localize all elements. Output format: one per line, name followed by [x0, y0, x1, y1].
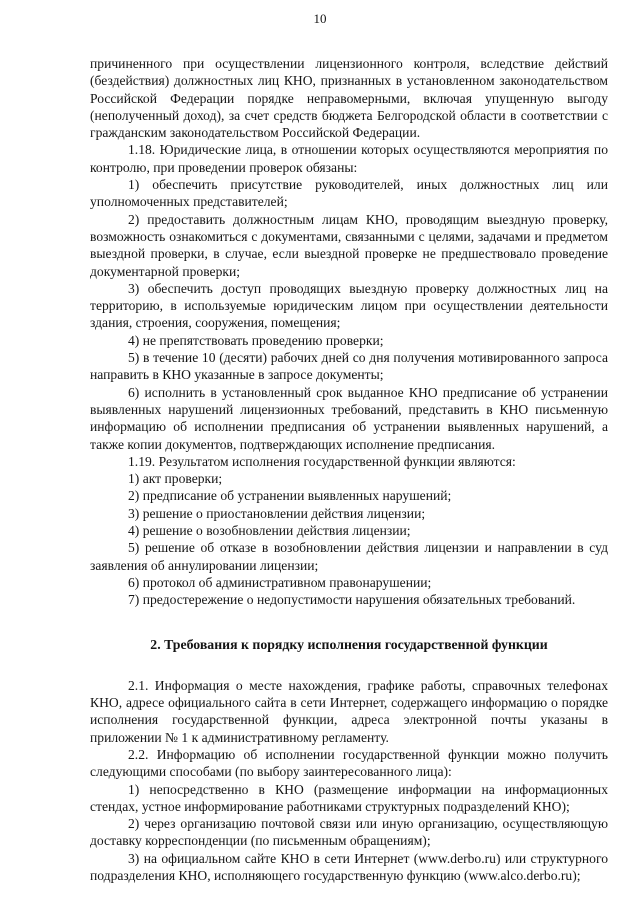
document-body [90, 55, 608, 884]
paragraph: 2) через организацию почтовой связи или иную организацию, осуществляющую доставку корреспонденции (по письменным обращениям); [90, 816, 608, 849]
page-number: 10 [313, 11, 327, 26]
paragraph: 6) протокол об административном правонарушении; [128, 574, 432, 590]
paragraph: 3) решение о приостановлении действия лицензии; [128, 505, 426, 521]
paragraph: 1.18. Юридические лица, в отношении которых осуществляются мероприятия по контролю, при проведении проверок обязаны: [90, 142, 608, 175]
paragraph: 2) предоставить должностным лицам КНО, проводящим выездную проверку, возможность ознакомиться с документами, связанными с целями, задачами и предметом выездной проверки, в случае, если выездной проверке не предшествовало проведение документарной проверки; [90, 211, 608, 279]
paragraph: 7) предостережение о недопустимости нарушения обязательных требований. [128, 592, 576, 608]
paragraph: 1) обеспечить присутствие руководителей, иных должностных лиц или уполномоченных представителей; [90, 177, 608, 210]
paragraph: 2.1. Информация о месте нахождения, графике работы, справочных телефонах КНО, адресе официального сайта в сети Интернет, содержащего информацию о порядке исполнения государственной функции, адреса электронной почты указаны в приложении № 1 к административному регламенту. [90, 677, 608, 745]
paragraph: 6) исполнить в установленный срок выданное КНО предписание об устранении выявленных нарушений лицензионных требований, представить в КНО письменную информацию об исполнении предписания об устранении выявленных нарушений, а также копии документов, подтверждающих исполнение предписания. [90, 384, 608, 452]
paragraph: 4) решение о возобновлении действия лицензии; [128, 523, 411, 539]
paragraph: 1) непосредственно в КНО (размещение информации на информационных стендах, устное информирование работниками структурных подразделений КНО); [90, 781, 608, 814]
paragraph: 5) решение об отказе в возобновлении действия лицензии и направлении в суд заявления об аннулировании лицензии; [90, 540, 608, 573]
paragraph: 5) в течение 10 (десяти) рабочих дней со дня получения мотивированного запроса направить в КНО указанные в запросе документы; [90, 350, 608, 383]
paragraphs-before-section [90, 55, 608, 609]
paragraph: 3) обеспечить доступ проводящих выездную проверку должностных лиц на территорию, в используемые юридическим лицом при осуществлении деятельности здания, строения, сооружения, помещения; [90, 280, 608, 331]
paragraph: причиненного при осуществлении лицензионного контроля, вследствие действий (бездействия) должностных лиц КНО, признанных в установленном законодательством Российской Федерации порядке неправомерными, включая упущенную выгоду (неполученный доход), за счет средств бюджета Белгородской области в соответствии с гражданским законодательством Российской Федерации. [90, 56, 608, 141]
paragraph: 1) акт проверки; [128, 471, 223, 487]
paragraph: 1.19. Результатом исполнения государственной функции являются: [128, 453, 516, 469]
paragraph: 4) не препятствовать проведению проверки; [128, 332, 384, 348]
paragraphs-after-section [90, 677, 608, 885]
paragraph: 2) предписание об устранении выявленных нарушений; [128, 488, 452, 504]
paragraph: 3) на официальном сайте КНО в сети Интернет (www.derbo.ru) или структурного подразделения КНО, исполняющего государственную функцию (www.alco.derbo.ru); [90, 850, 608, 884]
paragraph: 2.2. Информацию об исполнении государственной функции можно получить следующими способами (по выбору заинтересованного лица): [90, 746, 608, 780]
section-heading: 2. Требования к порядку исполнения государственной функции [150, 636, 548, 652]
